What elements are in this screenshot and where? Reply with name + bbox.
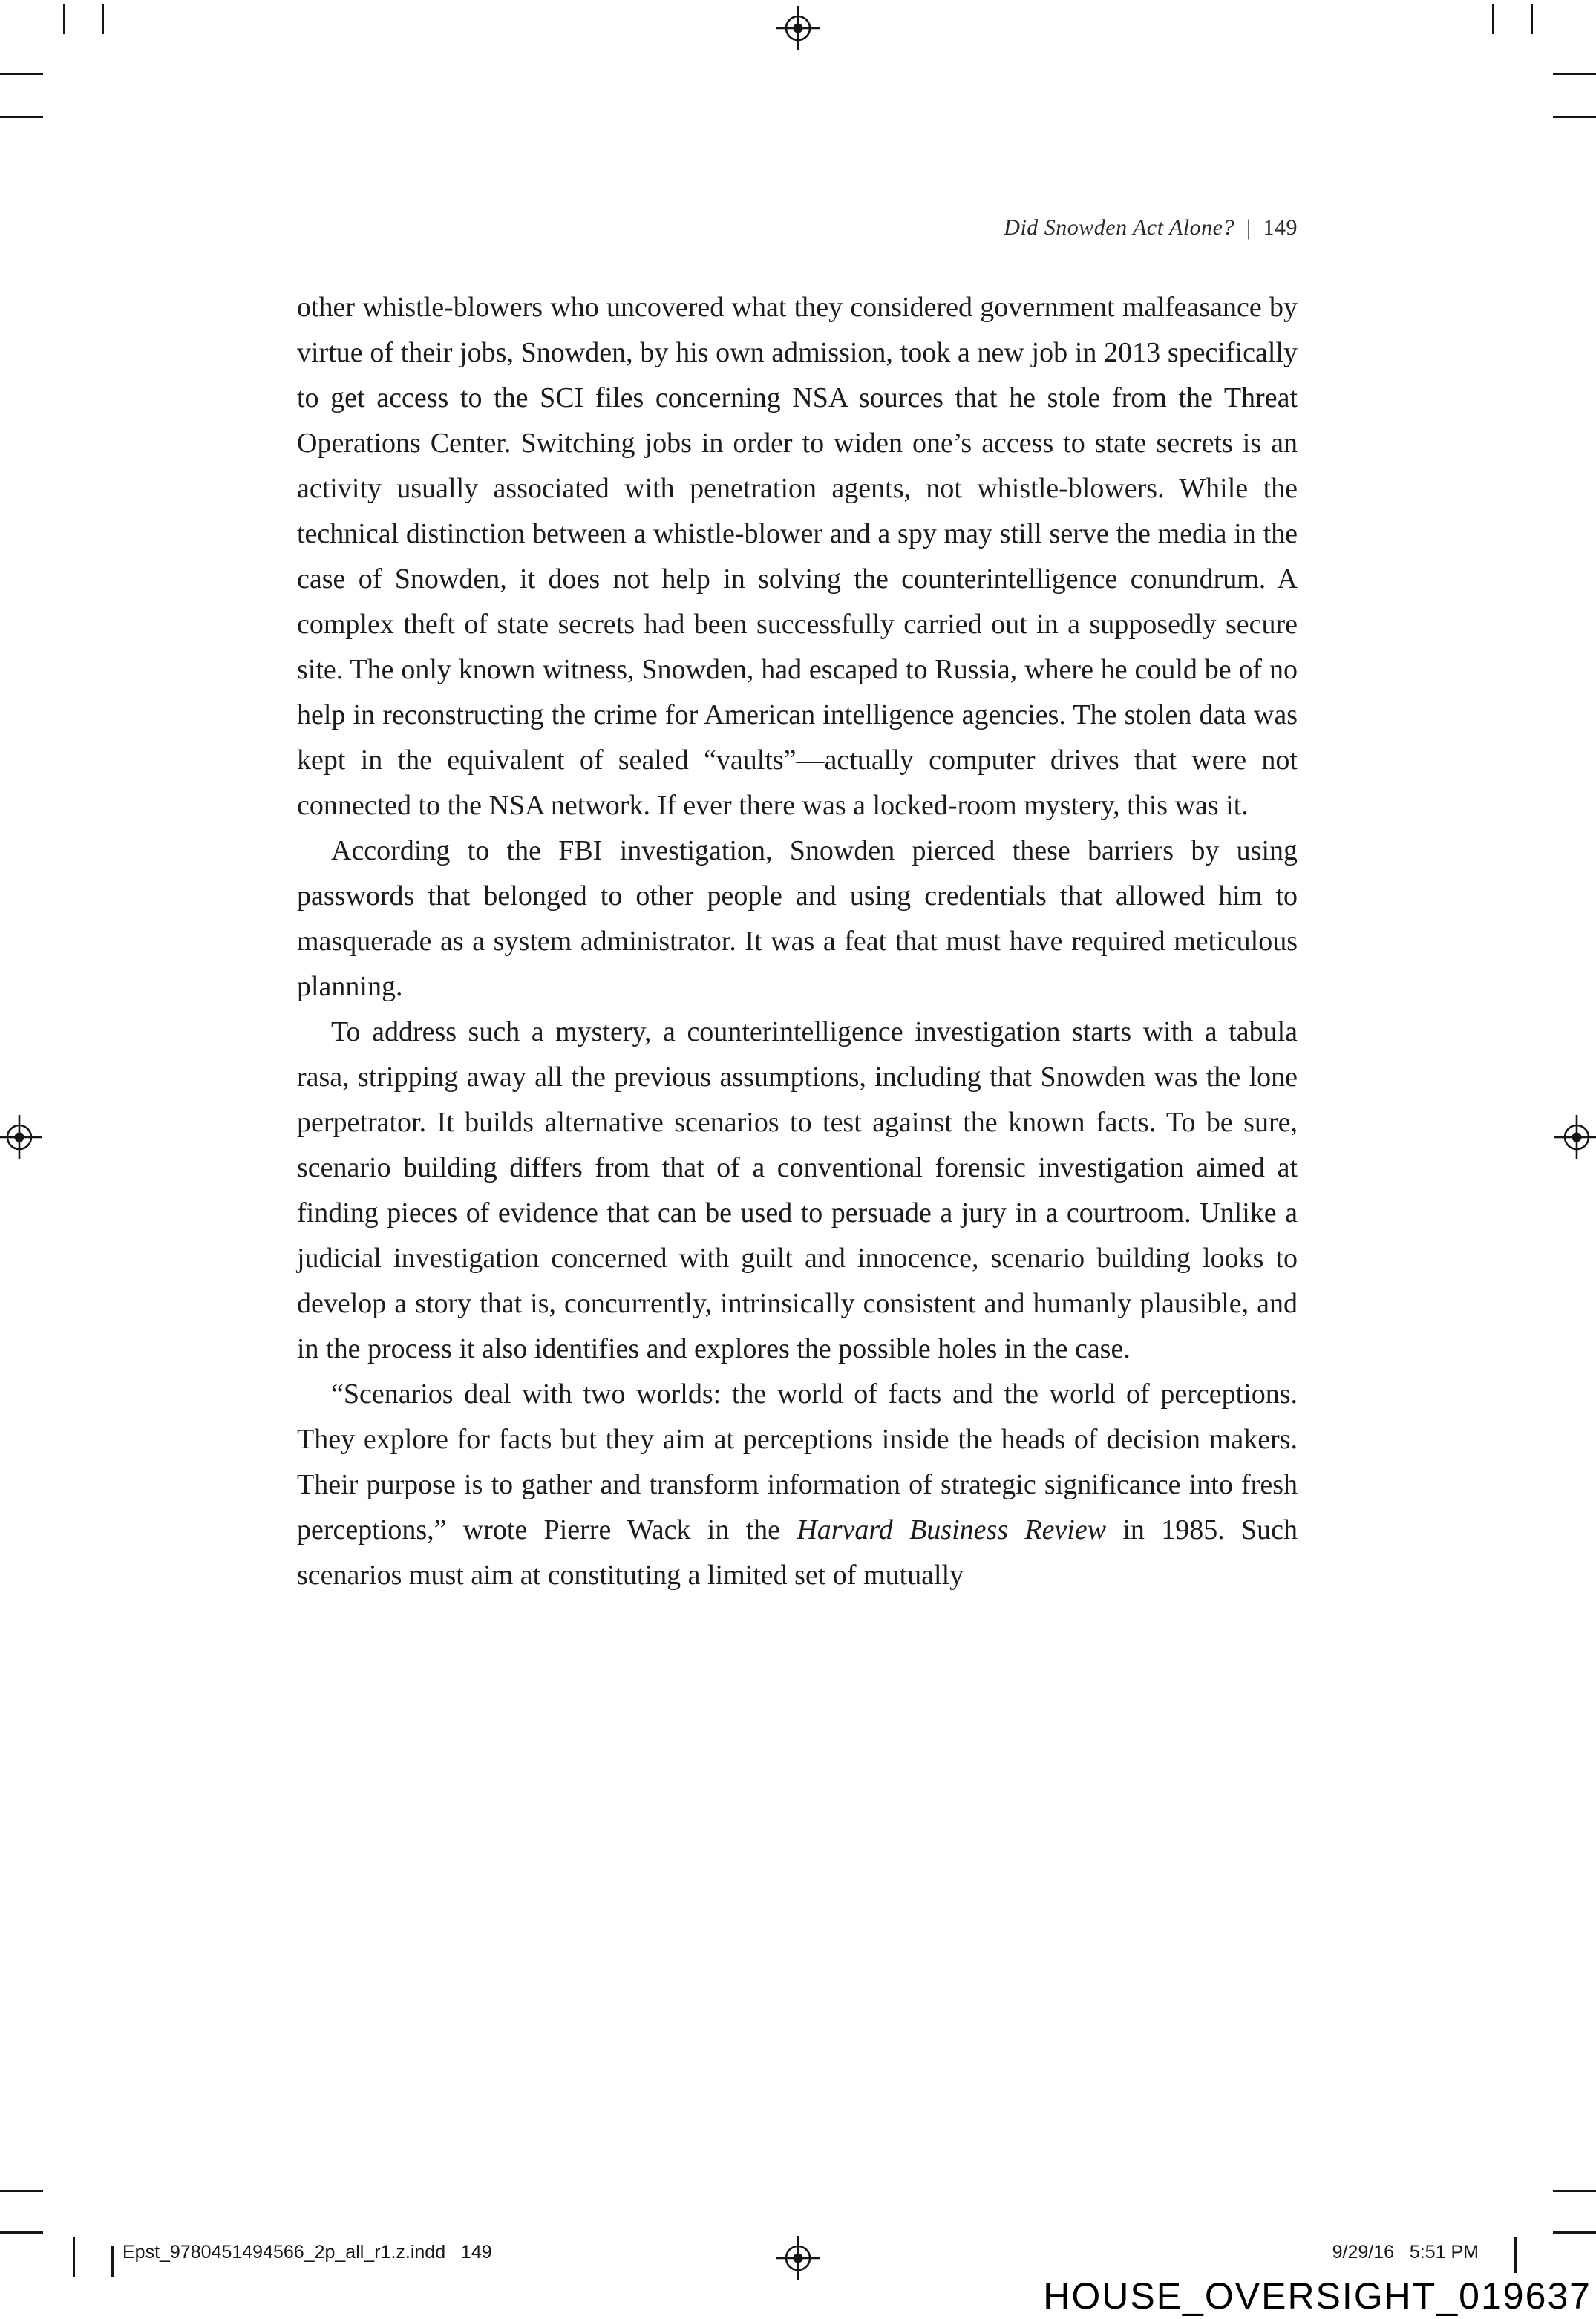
crop-mark bbox=[1553, 73, 1596, 75]
registration-mark-icon bbox=[0, 1115, 42, 1160]
crop-mark bbox=[0, 2231, 43, 2234]
crop-mark bbox=[0, 2190, 43, 2192]
crop-mark bbox=[63, 4, 65, 34]
paragraph-2: According to the FBI investigation, Snowden pierced these barriers by using passwords that belonged to other people and using credentials that allowed him to masquerade as a system administrator. It was a feat that must have required meticulous planning. bbox=[297, 835, 1298, 1002]
registration-mark-icon bbox=[1554, 1115, 1596, 1160]
crop-mark bbox=[111, 2246, 114, 2277]
crop-mark bbox=[0, 116, 43, 118]
footer-filename: Epst_9780451494566_2p_all_r1.z.indd 149 bbox=[122, 2242, 492, 2263]
body-text-block bbox=[297, 285, 1298, 1598]
registration-mark-icon bbox=[776, 2236, 820, 2280]
registration-mark-icon bbox=[776, 6, 820, 50]
journal-title-italic: Harvard Business Review bbox=[797, 1514, 1107, 1546]
paragraph-1: other whistle-blowers who uncovered what they considered government malfeasance by virtue of their jobs, Snowden, by his own admission, took a new job in 2013 specifically to get access to the SCI files concerning NSA sources that he stole from the Threat Operations Center. Switching jobs in order to widen one’s access to state secrets is an activity usually associated with penetration agents, not whistle-blowers. While the technical distinction between a whistle-blower and a spy may still serve the media in the case of Snowden, it does not help in solving the counterintelligence conundrum. A complex theft of state secrets had been successfully carried out in a supposedly secure site. The only known witness, Snowden, had escaped to Russia, where he could be of no help in reconstructing the crime for American intelligence agencies. The stolen data was kept in the equivalent of sealed “vaults”—actually computer drives that were not connected to the NSA network. If ever there was a locked-room mystery, this was it. bbox=[297, 292, 1298, 821]
running-head bbox=[297, 215, 1298, 241]
paragraph-4-text-after: in 1985. Such scenarios must aim at constituting a limited set of mutually bbox=[297, 1514, 1298, 1591]
running-head-separator: | bbox=[1246, 215, 1252, 240]
footer-datetime: 9/29/16 5:51 PM bbox=[1332, 2242, 1479, 2263]
crop-mark bbox=[73, 2237, 75, 2277]
crop-mark bbox=[1514, 2237, 1517, 2274]
paragraph-4 bbox=[297, 1372, 1298, 1598]
crop-mark bbox=[102, 4, 104, 34]
paragraph-3: To address such a mystery, a counterintelligence investigation starts with a tabula rasa, stripping away all the previous assumptions, including that Snowden was the lone perpetrator. It builds alternative scenarios to test against the known facts. To be sure, scenario building differs from that of a conventional forensic investigation aimed at finding pieces of evidence that can be used to persuade a jury in a courtroom. Unlike a judicial investigation concerned with guilt and innocence, scenario building looks to develop a story that is, concurrently, intrinsically consistent and humanly plausible, and in the process it also identifies and explores the possible holes in the case. bbox=[297, 1016, 1298, 1364]
crop-mark bbox=[1553, 116, 1596, 118]
paragraph-4-text: “Scenarios deal with two worlds: the world of facts and the world of perceptions. They explore for facts but they aim at perceptions inside the heads of decision makers. Their purpose is to gather and transform information of strategic significance into fresh perceptions,” wrote Pierre Wack in the bbox=[297, 1378, 1298, 1546]
crop-mark bbox=[1492, 4, 1494, 34]
crop-mark bbox=[1531, 4, 1533, 34]
running-head-title: Did Snowden Act Alone? bbox=[1004, 215, 1234, 240]
crop-mark bbox=[0, 73, 43, 75]
running-head-page-number: 149 bbox=[1263, 215, 1298, 240]
crop-mark bbox=[1553, 2190, 1596, 2192]
crop-mark bbox=[1553, 2231, 1596, 2234]
bates-stamp: HOUSE_OVERSIGHT_019637 bbox=[1031, 2273, 1593, 2319]
